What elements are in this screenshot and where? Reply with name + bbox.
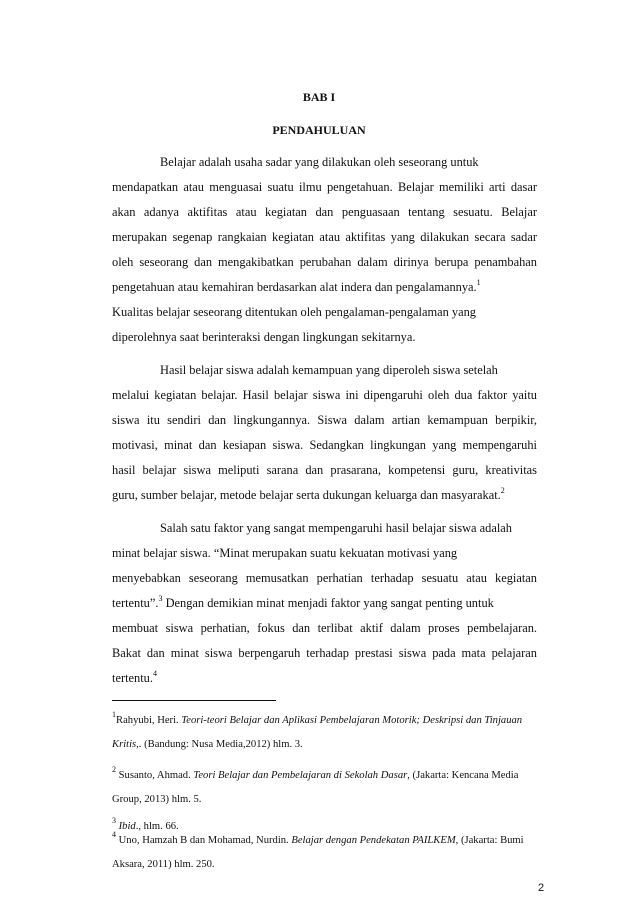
paragraph-3-line-7 — [112, 671, 537, 685]
footnote-1-title: Teori-teori Belajar dan Aplikasi Pembelajaran Motorik; Deskripsi dan Tinjauan — [181, 715, 523, 726]
footnote-ref-1[interactable]: 1 — [476, 278, 481, 287]
chapter-title: PENDAHULUAN — [272, 123, 366, 137]
footnote-2-line-1 — [112, 765, 537, 782]
footnote-1-author: Rahyubi, Heri. — [116, 715, 179, 726]
paragraph-1-line-6-text: pengetahuan atau kemahiran berdasarkan alat indera dan pengalamannya. — [112, 280, 477, 294]
paragraph-1-line-8: diperolehnya saat berinteraksi dengan lingkungan sekitarnya. — [112, 330, 416, 344]
footnote-2-rest: , (Jakarta: Kencana Media — [407, 770, 519, 781]
paragraph-1-line-5: oleh seseorang dan mengakibatkan perubahan dalam dirinya berupa penambahan — [112, 255, 537, 269]
paragraph-2-line-6-text: guru, sumber belajar, metode belajar serta dukungan keluarga dan masyarakat. — [112, 488, 501, 502]
footnote-3-line-1 — [112, 816, 537, 833]
footnote-1-rest: . (Bandung: Nusa Media,2012) hlm. 3. — [138, 739, 303, 750]
paragraph-1-line-1: Belajar adalah usaha sadar yang dilakukan oleh seseorang untuk — [160, 155, 479, 169]
footnote-3-rest: ., hlm. 66. — [135, 821, 179, 832]
footnote-4-author: Uno, Hamzah B dan Mohamad, Nurdin. — [118, 835, 289, 846]
paragraph-3-line-1: Salah satu faktor yang sangat mempengaruhi hasil belajar siswa adalah — [160, 521, 512, 535]
paragraph-2-line-3: siswa itu sendiri dan lingkungannya. Siswa dalam artian kemampuan berpikir, — [112, 413, 537, 427]
footnote-2-line-2: Group, 2013) hlm. 5. — [112, 794, 202, 805]
footnote-4-number: 4 — [112, 830, 116, 839]
footnote-1-number: 1 — [112, 710, 116, 719]
paragraph-2-line-2: melalui kegiatan belajar. Hasil belajar siswa ini dipengaruhi oleh dua faktor yaitu — [112, 388, 537, 402]
footnote-4-line-1 — [112, 830, 537, 847]
paragraph-1-line-7: Kualitas belajar seseorang ditentukan oleh pengalaman-pengalaman yang — [112, 305, 477, 319]
footnote-4-title: Belajar dengan Pendekatan PAILKEM — [291, 835, 456, 846]
footnote-separator — [112, 700, 276, 701]
paragraph-3-line-5: membuat siswa perhatian, fokus dan terlibat aktif dalam proses pembelajaran. — [112, 621, 537, 635]
footnote-ref-3[interactable]: 3 — [158, 594, 163, 603]
paragraph-2-line-6 — [112, 488, 537, 502]
footnote-2-author: Susanto, Ahmad. — [118, 770, 191, 781]
paragraph-1-line-2: mendapatkan atau menguasai suatu ilmu pengetahuan. Belajar memiliki arti dasar — [112, 180, 537, 194]
paragraph-3-line-4 — [112, 596, 537, 610]
footnote-ref-4[interactable]: 4 — [152, 669, 157, 678]
paragraph-2-line-1: Hasil belajar siswa adalah kemampuan yang diperoleh siswa setelah — [160, 363, 498, 377]
paragraph-3-line-4-text-a: tertentu”. — [112, 596, 159, 610]
paragraph-1-line-6 — [112, 280, 537, 294]
footnote-3-title: Ibid — [118, 821, 136, 832]
paragraph-3-line-3: menyebabkan seseorang memusatkan perhatian terhadap sesuatu atau kegiatan — [112, 571, 537, 585]
paragraph-3-line-4-text-b: Dengan demikian minat menjadi faktor yang sangat penting untuk — [165, 596, 494, 610]
footnote-4-rest: , (Jakarta: Bumi — [455, 835, 524, 846]
footnote-ref-2[interactable]: 2 — [500, 486, 505, 495]
footnote-1-line-2 — [112, 738, 537, 751]
footnote-4-line-2: Aksara, 2011) hlm. 250. — [112, 859, 215, 870]
paragraph-3-line-7-text: tertentu. — [112, 671, 153, 685]
paragraph-2-line-5: hasil belajar siswa meliputi sarana dan prasarana, kompetensi guru, kreativitas — [112, 463, 537, 477]
footnote-1-title-cont: Kritis, — [112, 739, 139, 750]
footnote-2-title: Teori Belajar dan Pembelajaran di Sekolah Dasar — [193, 770, 408, 781]
footnote-2-number: 2 — [112, 765, 116, 774]
footnote-1-line-1 — [112, 710, 537, 727]
paragraph-1-line-3: akan adanya aktifitas atau kegiatan dan penguasaan tentang sesuatu. Belajar — [112, 205, 537, 219]
chapter-number: BAB I — [302, 90, 336, 104]
paragraph-3-line-6: Bakat dan minat siswa berpengaruh terhadap prestasi siswa pada mata pelajaran — [112, 646, 537, 660]
footnote-3-number: 3 — [112, 816, 116, 825]
paragraph-3-line-2: minat belajar siswa. “Minat merupakan suatu kekuatan motivasi yang — [112, 546, 458, 560]
paragraph-1-line-4: merupakan segenap rangkaian kegiatan atau aktifitas yang dilakukan secara sadar — [112, 230, 537, 244]
paragraph-2-line-4: motivasi, minat dan kesiapan siswa. Sedangkan lingkungan yang mempengaruhi — [112, 438, 537, 452]
page-number: 2 — [538, 882, 545, 894]
